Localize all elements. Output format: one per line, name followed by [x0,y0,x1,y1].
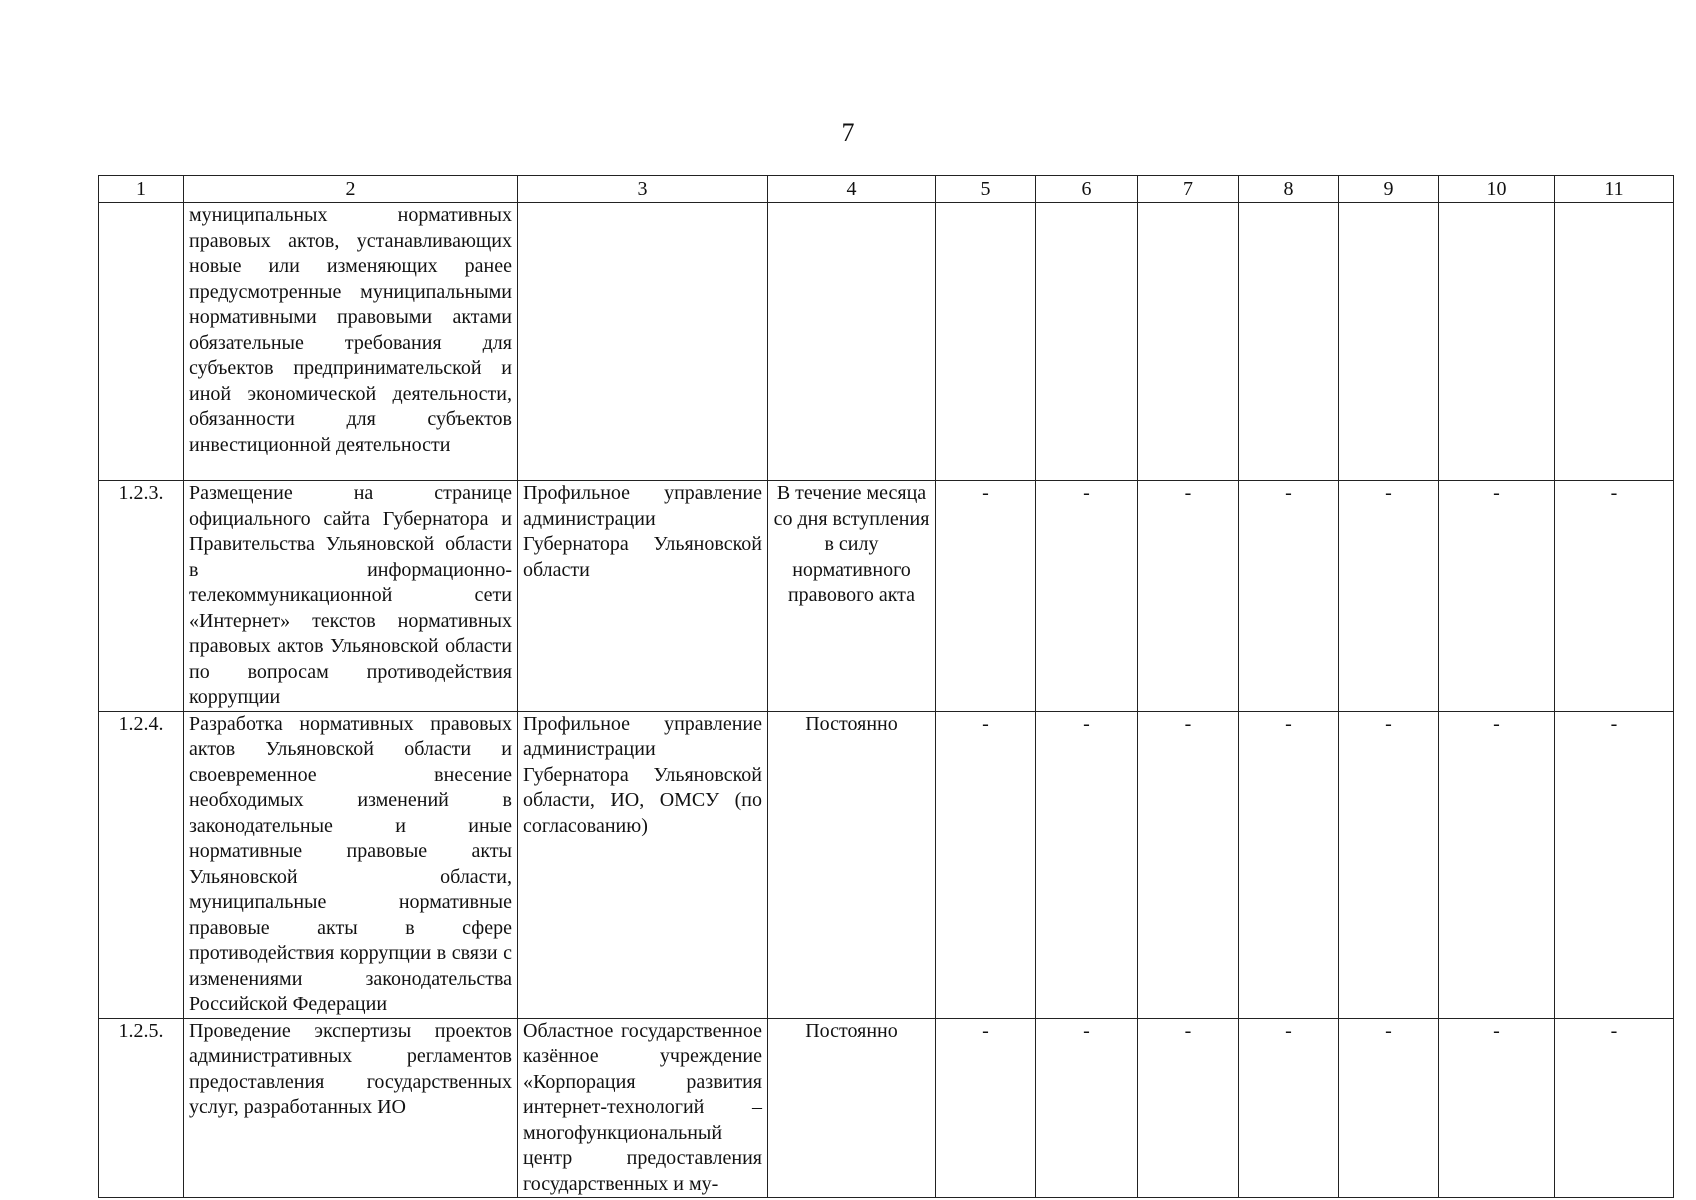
row-number: 1.2.5. [99,1018,184,1198]
cell-8: - [1239,711,1339,1018]
cell-6: - [1036,711,1138,1018]
cell-7: - [1138,481,1239,712]
cell-11 [1555,203,1674,481]
cell-9: - [1339,481,1439,712]
executor-text: Профильное управление администрации Губернатора Ульяновской области [518,481,768,712]
cell-9: - [1339,1018,1439,1198]
term-text: Постоянно [768,1018,936,1198]
cell-11: - [1555,1018,1674,1198]
col-header-8: 8 [1239,176,1339,203]
cell-7 [1138,203,1239,481]
col-header-7: 7 [1138,176,1239,203]
cell-8: - [1239,481,1339,712]
col-header-2: 2 [184,176,518,203]
row-number: 1.2.3. [99,481,184,712]
cell-6 [1036,203,1138,481]
cell-10: - [1439,711,1555,1018]
cell-10: - [1439,1018,1555,1198]
cell-5: - [936,711,1036,1018]
event-text: Разработка нормативных правовых актов Ульяновской области и своевременное внесение необходимых изменений в законодательные и иные нормативные правовые акты Ульяновской области, муниципальные нормативные правовые акты в сфере противодействия коррупции в связи с изменениями законодательства Российской Федерации [184,711,518,1018]
event-text: муниципальных нормативных правовых актов, устанавливающих новые или изменяющих ранее предусмотренные муниципальными нормативными правовыми актами обязательные требования для субъектов предпринимательской и иной экономической деятельности, обязанности для субъектов инвестиционной деятельности [184,203,518,481]
cell-6: - [1036,481,1138,712]
table-row [99,1018,1674,1198]
col-header-3: 3 [518,176,768,203]
cell-7: - [1138,711,1239,1018]
executor-text: Профильное управление администрации Губернатора Ульяновской области, ИО, ОМСУ (по согласованию) [518,711,768,1018]
cell-10 [1439,203,1555,481]
cell-8: - [1239,1018,1339,1198]
cell-11: - [1555,711,1674,1018]
cell-6: - [1036,1018,1138,1198]
table-row [99,711,1674,1018]
term-text [768,203,936,481]
term-text: В течение месяца со дня вступления в силу нормативного правового акта [768,481,936,712]
row-number [99,203,184,481]
executor-text: Областное государственное казённое учреждение «Корпорация развития интернет-технологий – многофункциональный центр предоставления государственных и му- [518,1018,768,1198]
col-header-4: 4 [768,176,936,203]
action-plan-table [98,175,1674,1198]
cell-9 [1339,203,1439,481]
cell-8 [1239,203,1339,481]
executor-text [518,203,768,481]
cell-10: - [1439,481,1555,712]
row-number: 1.2.4. [99,711,184,1018]
cell-5: - [936,1018,1036,1198]
col-header-1: 1 [99,176,184,203]
event-text: Проведение экспертизы проектов административных регламентов предоставления государственных услуг, разработанных ИО [184,1018,518,1198]
col-header-5: 5 [936,176,1036,203]
col-header-11: 11 [1555,176,1674,203]
table-row [99,481,1674,712]
col-header-10: 10 [1439,176,1555,203]
page-number: 7 [841,118,855,147]
table-row [99,203,1674,481]
column-number-row [99,176,1674,203]
col-header-9: 9 [1339,176,1439,203]
cell-5 [936,203,1036,481]
event-text: Размещение на странице официального сайта Губернатора и Правительства Ульяновской области в информационно-телекоммуникационной сети «Интернет» текстов нормативных правовых актов Ульяновской области по вопросам противодействия коррупции [184,481,518,712]
cell-5: - [936,481,1036,712]
cell-11: - [1555,481,1674,712]
col-header-6: 6 [1036,176,1138,203]
term-text: Постоянно [768,711,936,1018]
cell-9: - [1339,711,1439,1018]
cell-7: - [1138,1018,1239,1198]
